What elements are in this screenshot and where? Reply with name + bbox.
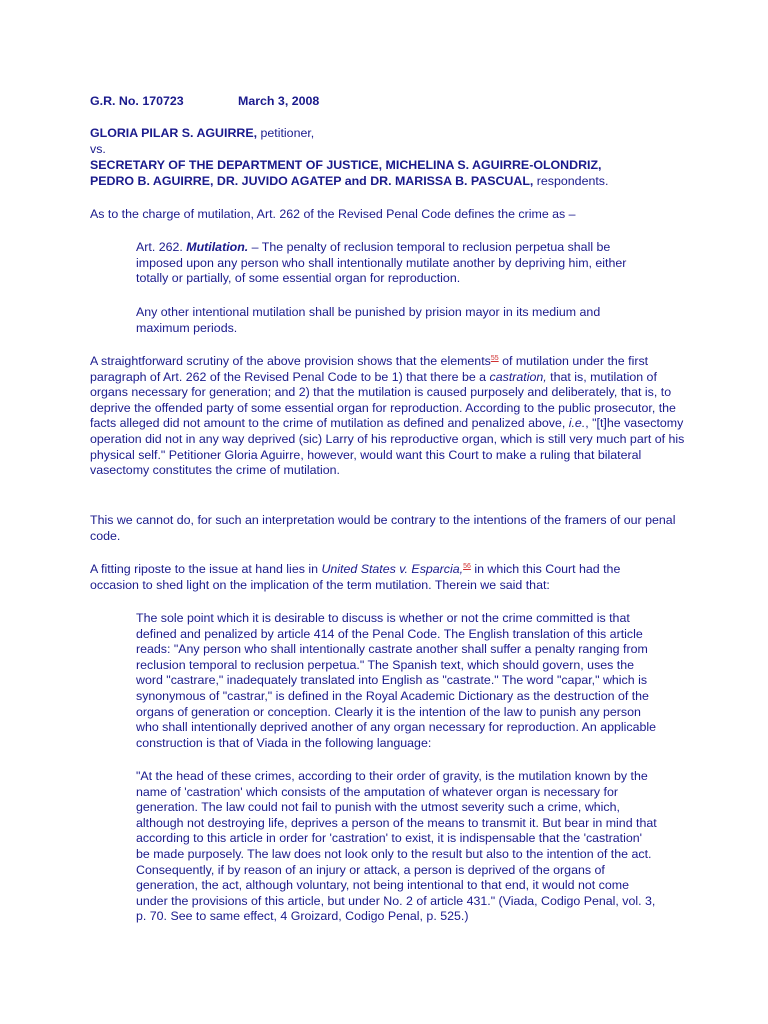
- case-citation: United States v. Esparcia,: [321, 562, 464, 576]
- article-prefix: Art. 262.: [136, 240, 187, 254]
- scrutiny-text-a: A straightforward scrutiny of the above provision shows that the elements: [90, 354, 491, 368]
- case-number: G.R. No. 170723: [90, 94, 184, 108]
- petitioner-role: petitioner,: [257, 126, 315, 140]
- esparcia-quote: The sole point which it is desirable to discuss is whether or not the crime committed is that defined and penalized by article 414 of the Penal Code. The English translation of this article reads: "Any person who shall intentionally castrate another shall suffer a penalty ranging from reclusion temporal to reclusion perpetua." The Spanish text, which should govern, uses the word "castrare," inadequately translated into English as "castrate." The word "capar," which is synonymous of "castrar," is defined in the Royal Academic Dictionary as the destruction of the organs of generation or conception. Clearly it is the intention of the law to punish any person who shall intentionally deprived another of any organ necessary for reproduction. An applicable construction is that of Viada in the following language:: [136, 611, 657, 750]
- paragraph-cannot-do: This we cannot do, for such an interpretation would be contrary to the intentions of the framers of our penal code.: [90, 513, 676, 543]
- riposte-text-b: in which this Court had the occasion to shed light on the implication of the term mutilation. Therein we said that:: [90, 562, 621, 592]
- respondents-role: respondents.: [533, 173, 609, 188]
- footnote-56-link[interactable]: 56: [463, 562, 471, 570]
- versus-line: vs.: [90, 142, 106, 156]
- scrutiny-text-b: of mutilation under the first paragraph of Art. 262 of the Revised Penal Code to be 1) that there be a: [90, 354, 649, 384]
- castration-term: castration,: [489, 369, 547, 384]
- case-date: March 3, 2008: [238, 94, 320, 108]
- riposte-text-a: A fitting riposte to the issue at hand lies in: [90, 562, 322, 576]
- viada-quote: "At the head of these crimes, according to their order of gravity, is the mutilation known by the name of 'castration' which consists of the amputation of whatever organ is necessary for generation. The law could not fail to punish with the utmost severity such a crime, which, although not destroying life, deprives a person of the means to transmit it. But bear in mind that according to this article in order for 'castration' to exist, it is indispensable that the 'castration' be made purposely. The law does not look only to the result but also to the intention of the act. Consequently, if by reason of an injury or attack, a person is deprived of the organs of generation, the act, although voluntary, not being intentional to that end, it would not come under the provisions of this article, but under No. 2 of article 431." (Viada, Codigo Penal, vol. 3, p. 70. See to same effect, 4 Groizard, Codigo Penal, p. 525.): [136, 769, 657, 924]
- article-262-quote: [136, 240, 646, 287]
- footnote-55-link[interactable]: 55: [490, 354, 499, 362]
- paragraph-riposte: [90, 562, 670, 593]
- respondents: [90, 158, 710, 189]
- petitioner-name: GLORIA PILAR S. AGUIRRE,: [90, 126, 258, 140]
- respondents-line-1: SECRETARY OF THE DEPARTMENT OF JUSTICE, MICHELINA S. AGUIRRE-OLONDRIZ,: [90, 158, 602, 172]
- ie-abbrev: i.e.: [568, 416, 586, 431]
- scrutiny-text-c: that is, mutilation of organs necessary for generation; and 2) that the mutilation is caused purposely and deliberately, that is, to deprive the offended party of some essential organ for reproduction. According to the public prosecutor, the facts alleged did not amount to the crime of mutilation as defined and penalized above,: [90, 369, 676, 431]
- paragraph-scrutiny: [90, 354, 693, 479]
- petitioner-line: [90, 126, 690, 142]
- scrutiny-text-d: , "[t]he vasectomy operation did not in any way deprived (sic) Larry of his reproductive organ, which is still very much part of his physical self." Petitioner Gloria Aguirre, however, would want this Court to make a ruling that bilateral vasectomy constitutes the crime of mutilation.: [90, 416, 685, 478]
- article-text: – The penalty of reclusion temporal to reclusion perpetua shall be imposed upon any person who shall intentionally mutilate another by depriving him, either totally or partially, of some essential organ for reproduction.: [136, 240, 627, 286]
- article-title: Mutilation.: [186, 240, 249, 254]
- respondents-line-2: PEDRO B. AGUIRRE, DR. JUVIDO AGATEP and DR. MARISSA B. PASCUAL,: [90, 173, 534, 188]
- case-header: [90, 94, 319, 110]
- paragraph-charge: As to the charge of mutilation, Art. 262 of the Revised Penal Code defines the crime as –: [90, 207, 576, 221]
- article-262-second-paragraph: Any other intentional mutilation shall be punished by prision mayor in its medium and maximum periods.: [136, 305, 601, 335]
